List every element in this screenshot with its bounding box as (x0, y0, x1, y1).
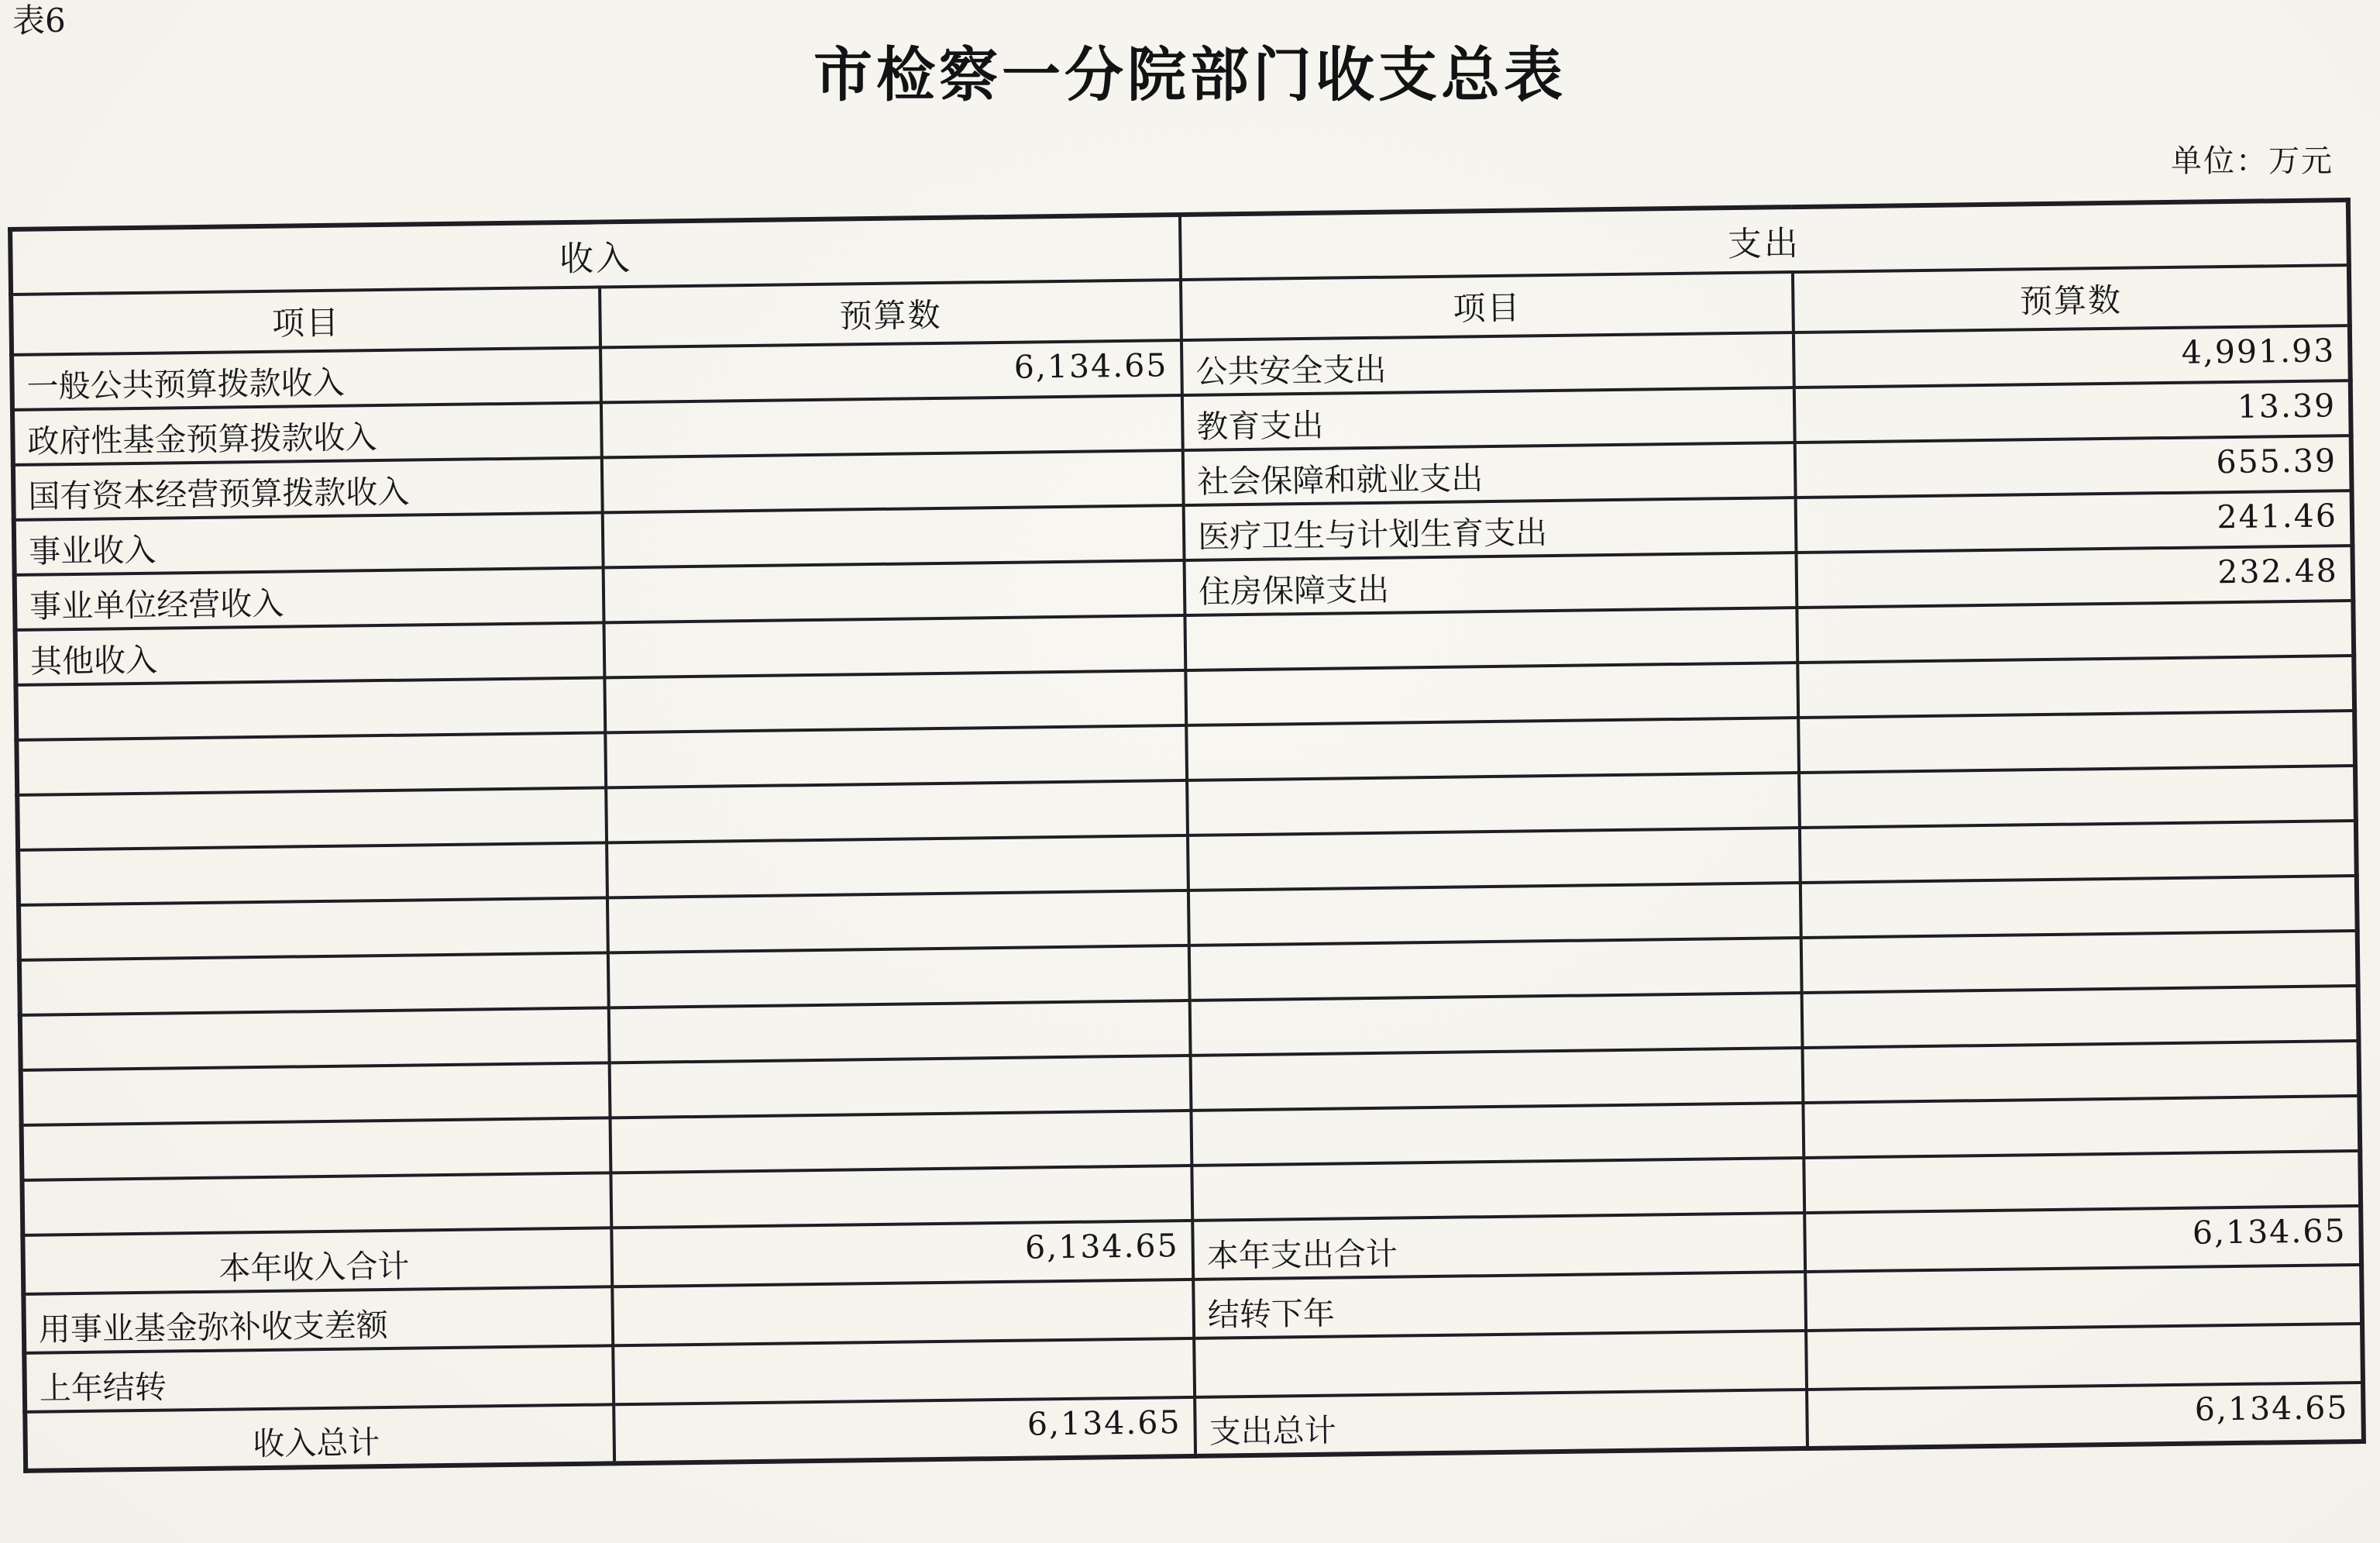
income-item-cell: 上年结转 (24, 1345, 614, 1412)
expense-item-cell: 住房保障支出 (1185, 553, 1797, 615)
expense-item-cell (1194, 1331, 1807, 1397)
expense-item-cell (1188, 828, 1800, 890)
expense-value-cell: 13.39 (1794, 381, 2351, 443)
expense-item-cell: 教育支出 (1182, 387, 1795, 450)
income-value-cell (610, 1056, 1192, 1118)
income-item-cell: 事业单位经营收入 (15, 567, 604, 630)
budget-summary-table (8, 198, 2366, 1473)
income-value-cell: 6,134.65 (600, 340, 1182, 402)
table-scan-tilt-wrapper (8, 198, 2361, 1473)
table-body (12, 325, 2364, 1471)
income-value-cell (613, 1338, 1195, 1404)
income-item-cell (22, 1118, 611, 1180)
income-value-cell (604, 615, 1185, 677)
expense-item-cell: 本年支出合计 (1192, 1213, 1805, 1280)
expense-value-cell (1797, 601, 2354, 663)
income-item-cell (19, 952, 609, 1015)
income-item-cell: 用事业基金弥补收支差额 (23, 1286, 613, 1353)
income-item-column-header: 项目 (11, 287, 600, 355)
income-value-cell (607, 890, 1189, 952)
income-value-cell (610, 1166, 1192, 1228)
income-item-cell: 本年收入合计 (22, 1228, 612, 1294)
expense-value-cell: 232.48 (1796, 546, 2353, 608)
expense-value-cell (1802, 986, 2359, 1048)
income-item-cell: 一般公共预算拨款收入 (12, 347, 601, 410)
expense-item-cell (1188, 883, 1801, 945)
income-value-cell: 6,134.65 (614, 1397, 1195, 1463)
income-value-cell (612, 1280, 1194, 1345)
expense-item-cell (1191, 1103, 1804, 1166)
expense-item-cell (1189, 938, 1802, 1001)
income-value-cell (601, 395, 1183, 457)
expense-value-cell: 6,134.65 (1807, 1383, 2364, 1448)
expense-value-cell: 655.39 (1795, 436, 2352, 498)
income-value-cell (605, 725, 1187, 787)
income-item-cell: 事业收入 (14, 512, 604, 575)
income-value-cell (609, 1001, 1191, 1063)
income-item-cell (15, 677, 605, 740)
expense-value-cell: 241.46 (1796, 491, 2353, 553)
income-item-cell (16, 732, 606, 795)
income-item-cell: 收入总计 (25, 1404, 614, 1471)
expense-item-cell (1190, 993, 1803, 1056)
income-item-cell: 其他收入 (15, 622, 605, 685)
income-item-cell (21, 1063, 610, 1125)
expense-value-cell: 4,991.93 (1794, 325, 2351, 387)
expense-item-cell (1191, 1048, 1804, 1111)
expense-item-cell: 结转下年 (1193, 1272, 1806, 1338)
unit-note: 单位：万元 (2171, 143, 2334, 179)
income-item-cell: 国有资本经营预算拨款收入 (13, 457, 603, 520)
expense-value-cell (1798, 711, 2355, 773)
expense-value-cell (1805, 1265, 2362, 1331)
income-item-cell: 政府性基金预算拨款收入 (12, 402, 602, 465)
income-value-cell (610, 1111, 1192, 1173)
expense-value-cell (1797, 656, 2354, 718)
expense-value-cell (1801, 931, 2358, 993)
income-value-cell (607, 835, 1188, 897)
expense-item-cell: 支出总计 (1195, 1390, 1807, 1456)
income-item-cell (22, 1173, 611, 1235)
expense-item-cell: 社会保障和就业支出 (1183, 443, 1796, 505)
page-title: 市检察一分院部门收支总表 (813, 40, 1567, 109)
income-budget-column-header: 预算数 (600, 280, 1181, 347)
expense-item-cell (1185, 608, 1797, 670)
expense-section-header: 支出 (1180, 200, 2349, 280)
expense-item-cell: 医疗卫生与计划生育支出 (1184, 498, 1797, 560)
expense-value-cell (1800, 876, 2358, 938)
expense-value-cell: 6,134.65 (1804, 1206, 2361, 1272)
income-item-cell (17, 787, 607, 850)
expense-item-cell (1192, 1158, 1804, 1221)
expense-value-cell (1800, 821, 2357, 883)
income-value-cell (603, 505, 1185, 567)
sheet-number-label: 表6 (12, 2, 66, 40)
expense-value-cell (1806, 1324, 2363, 1390)
expense-item-cell (1185, 663, 1798, 725)
expense-budget-column-header: 预算数 (1793, 265, 2350, 332)
expense-item-cell (1186, 718, 1799, 780)
expense-value-cell (1803, 1041, 2360, 1103)
income-value-cell (604, 670, 1186, 732)
income-value-cell (608, 945, 1190, 1007)
income-value-cell: 6,134.65 (611, 1221, 1193, 1286)
expense-item-cell (1187, 773, 1800, 835)
income-value-cell (604, 560, 1185, 622)
expense-item-cell: 公共安全支出 (1181, 332, 1794, 395)
expense-value-cell (1803, 1096, 2360, 1158)
expense-value-cell (1799, 766, 2356, 828)
income-item-cell (19, 897, 608, 960)
income-value-cell (606, 780, 1188, 842)
income-value-cell (602, 450, 1184, 512)
income-item-cell (20, 1007, 610, 1070)
income-item-cell (18, 842, 607, 905)
expense-value-cell (1804, 1151, 2361, 1213)
income-section-header: 收入 (10, 215, 1181, 294)
expense-item-column-header: 项目 (1181, 272, 1794, 340)
